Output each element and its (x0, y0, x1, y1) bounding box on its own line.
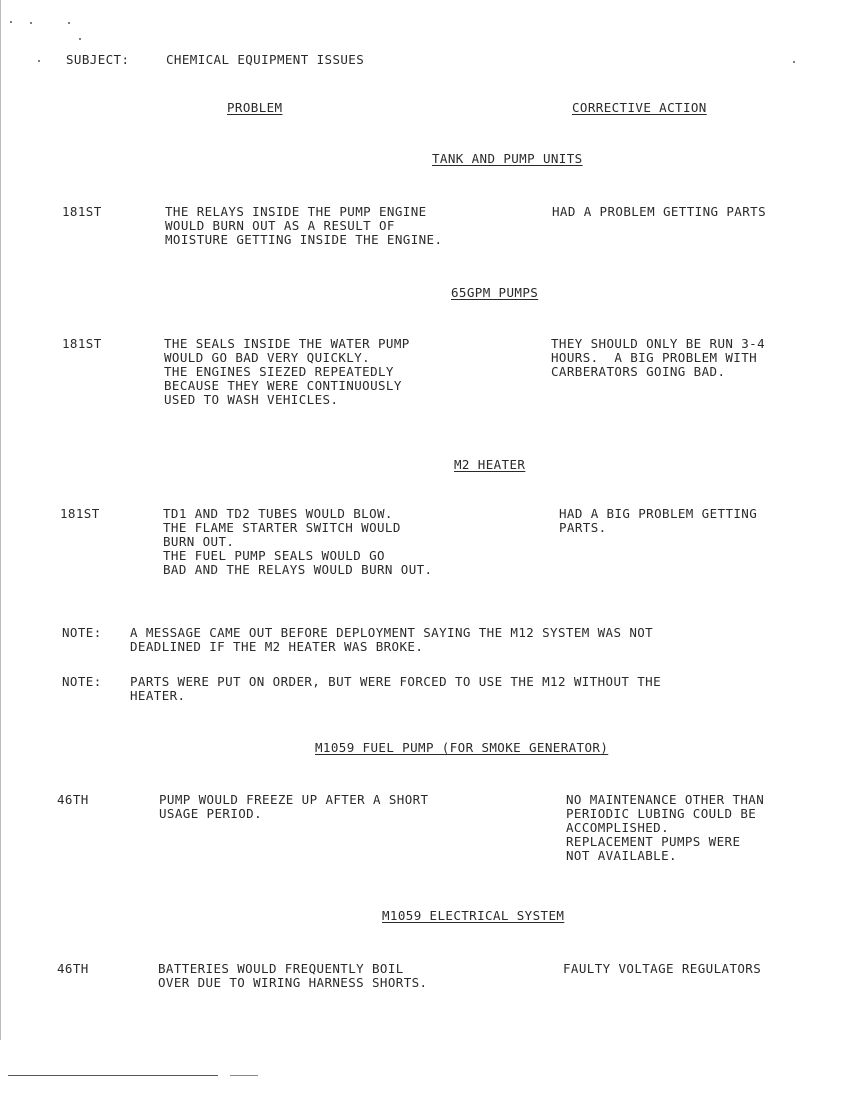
row-unit: 46TH (57, 792, 89, 807)
subject-label: SUBJECT: (66, 52, 130, 67)
row-problem: THE RELAYS INSIDE THE PUMP ENGINE WOULD BURN OUT AS A RESULT OF MOISTURE GETTING INSIDE THE ENGINE. (165, 204, 443, 247)
section-title: TANK AND PUMP UNITS (432, 151, 583, 166)
section-title: M2 HEATER (454, 457, 526, 472)
note-text: A MESSAGE CAME OUT BEFORE DEPLOYMENT SAYING THE M12 SYSTEM WAS NOT DEADLINED IF THE M2 HEATER WAS BROKE. (130, 625, 654, 654)
corrective-action-header: CORRECTIVE ACTION (572, 100, 707, 115)
row-problem: THE SEALS INSIDE THE WATER PUMP WOULD GO BAD VERY QUICKLY. THE ENGINES SIEZED REPEATEDLY BECAUSE THEY WERE CONTINUOUSLY USED TO WASH VEHICLES. (164, 336, 410, 407)
subject-value: CHEMICAL EQUIPMENT ISSUES (166, 52, 365, 67)
footer-rule (8, 1075, 218, 1076)
section-title: M1059 FUEL PUMP (FOR SMOKE GENERATOR) (315, 740, 609, 755)
section-title: M1059 ELECTRICAL SYSTEM (382, 908, 565, 923)
row-problem: PUMP WOULD FREEZE UP AFTER A SHORT USAGE PERIOD. (159, 792, 429, 821)
scan-speck (30, 22, 32, 24)
row-action: NO MAINTENANCE OTHER THAN PERIODIC LUBING COULD BE ACCOMPLISHED. REPLACEMENT PUMPS WERE NOT AVAILABLE. (566, 792, 765, 863)
section-title: 65GPM PUMPS (451, 285, 539, 300)
row-unit: 181ST (60, 506, 100, 521)
problem-header: PROBLEM (227, 100, 283, 115)
footer-rule (230, 1075, 258, 1076)
row-unit: 46TH (57, 961, 89, 976)
row-problem: TD1 AND TD2 TUBES WOULD BLOW. THE FLAME STARTER SWITCH WOULD BURN OUT. THE FUEL PUMP SEALS WOULD GO BAD AND THE RELAYS WOULD BURN OUT. (163, 506, 433, 577)
scan-speck (10, 21, 12, 23)
row-action: FAULTY VOLTAGE REGULATORS (563, 961, 762, 976)
note-label: NOTE: (62, 674, 102, 689)
row-action: THEY SHOULD ONLY BE RUN 3-4 HOURS. A BIG PROBLEM WITH CARBERATORS GOING BAD. (551, 336, 765, 379)
row-unit: 181ST (62, 204, 102, 219)
scan-speck (38, 60, 40, 62)
row-action: HAD A BIG PROBLEM GETTING PARTS. (559, 506, 758, 535)
scan-speck (68, 22, 70, 24)
note-text: PARTS WERE PUT ON ORDER, BUT WERE FORCED TO USE THE M12 WITHOUT THE HEATER. (130, 674, 662, 703)
row-action: HAD A PROBLEM GETTING PARTS (552, 204, 766, 219)
left-edge-rule (0, 0, 1, 1040)
scan-speck (793, 61, 795, 63)
scan-speck (79, 38, 81, 40)
note-label: NOTE: (62, 625, 102, 640)
row-problem: BATTERIES WOULD FREQUENTLY BOIL OVER DUE TO WIRING HARNESS SHORTS. (158, 961, 428, 990)
row-unit: 181ST (62, 336, 102, 351)
